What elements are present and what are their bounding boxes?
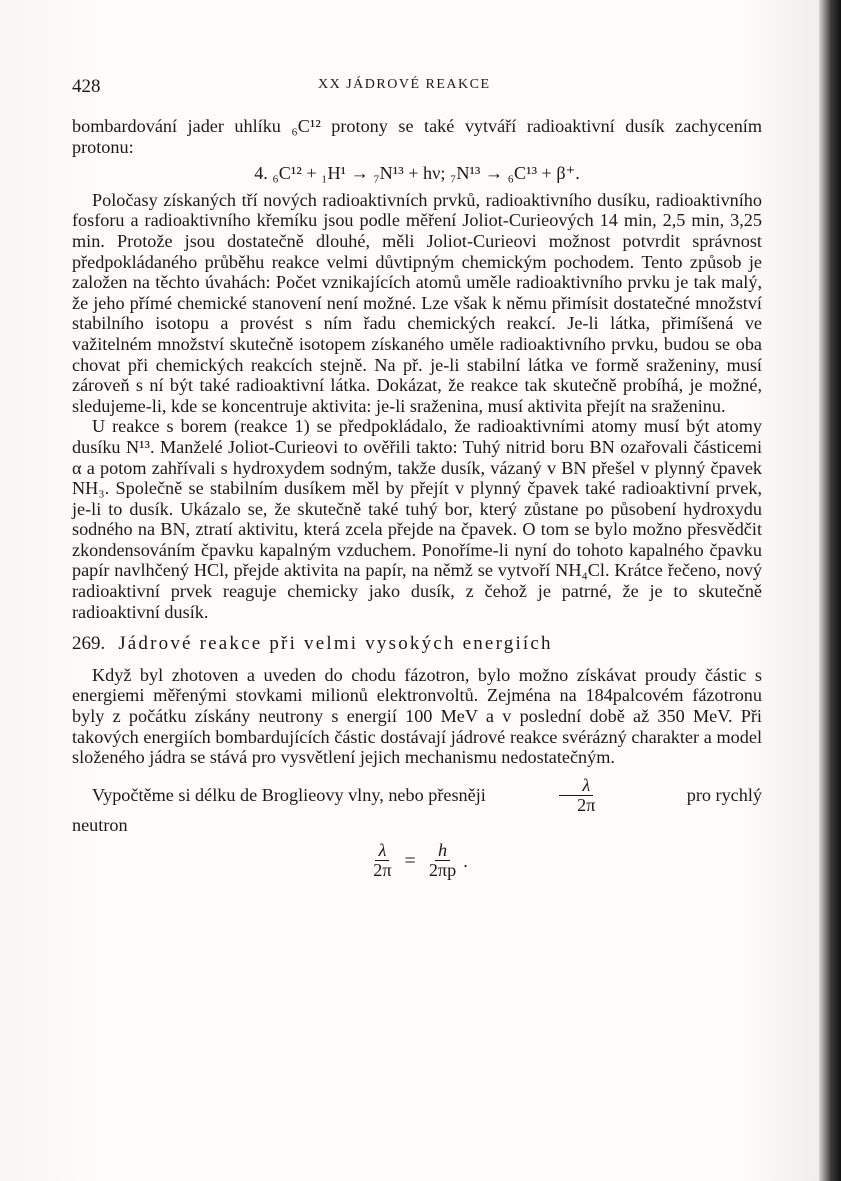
equation-4: 4. ₆C¹² + ₁H¹ → ₇N¹³ + hν; ₇N¹³ → ₆C¹³ + β⁺. (254, 163, 580, 184)
page-number: 428 (72, 76, 101, 97)
section-heading (72, 634, 762, 655)
fraction-numerator: λ (559, 776, 593, 796)
section-number: 269. (72, 633, 106, 655)
running-head: XX JÁDROVÉ REAKCE (318, 77, 491, 92)
fraction-denominator: 2π (577, 794, 596, 815)
paragraph-half-lives: Poločasy získaných tří nových radioaktivních prvků, radioaktivního dusíku, radioaktivního fosforu a radioaktivního křemíku jsou podle měření Joliot-Curieových 14 min, 2,5 min, 3,25 min. Protože jsou dostatečně dlouhé, měli Joliot-Curieovi možnost potvrdit správnost předpokládaného průběhu reakce velmi důvtipným chemickým pochodem. Tento způsob je založen na těchto úvahách: Počet vznikajících atomů uměle radioaktivního prvku je tak malý, že jeho přímé chemické stanovení není možné. Lze však k němu přimísit dostatečné množství stabilního isotopu a provést s ním řadu chemických reakcí. Je-li látka, přimíšená ve važitelném množství skutečně isotopem získaného uměle radioaktivního prvku, budou se oba chovat při chemických reakcích stejně. Na př. je-li stabilní látka ve formě sraženiny, musí zároveň s ní být také radioaktivní látka. Dokázat, že reakce tak skutečně probíhá, je možné, sledujeme-li, kde se koncentruje aktivita: je-li sraženina, musí aktivita přejít na sraženinu. (72, 189, 762, 416)
de-broglie-text: Vypočtěme si délku de Broglieovy vlny, nebo přesněji (92, 785, 486, 806)
formula-lhs-numerator: λ (375, 841, 389, 861)
paragraph-boron-reaction: U reakce s borem (reakce 1) se předpokládalo, že radioaktivními atomy musí být atomy dusíku N¹³. Manželé Joliot-Curieovi to ověřili takto: Tuhý nitrid boru BN ozařovali částicemi α a potom zahřívali s hydroxydem sodným, takže dusík, vázaný v BN přešel v plynný čpavek NH₃. Společně se stabilním dusíkem měl by přejít v plynný čpavek také radioaktivní prvek, je-li to dusík. Ukázalo se, že skutečně také tuhý bor, který zůstane po působení hydroxydu sodného na BN, ztratí aktivitu, která zcela přejde na čpavek. O tom se bylo možno přesvědčit zkondensováním čpavku kapalným vzduchem. Ponoříme-li nyní do tohoto kapalného čpavku papír navlhčený HCl, přejde aktivita na papír, na němž se vytvoří NH₄Cl. Krátce řečeno, nový radioaktivní prvek reaguje chemicky jako dusík, z čehož je patrné, že je to skutečně radioaktivní dusík. (72, 416, 762, 622)
paragraph-phasotron: Když byl zhotoven a uveden do chodu fázotron, bylo možno získávat proudy částic s energiemi měřenými stovkami milionů elektronvoltů. Zejména na 184palcovém fázotronu byly z počátku získány neutrony s energií 100 MeV a v poslední době až 350 MeV. Při takových energiích bombardujících částic dostávají jádrové reakce svérázný charakter a model složeného jádra se stává pro vysvětlení jejich mechanismu nedostatečným. (72, 664, 762, 768)
formula-equals: = (404, 849, 416, 872)
de-broglie-text-end: pro rychlý (686, 785, 762, 806)
neutron-word: neutron (72, 814, 128, 835)
page-header (72, 76, 752, 100)
inline-fraction-lambda-2pi (554, 776, 598, 815)
page-edge-shadow (819, 0, 841, 1181)
formula-lhs-denominator: 2π (373, 860, 392, 881)
body-text (72, 116, 762, 880)
paragraph-continuation: bombardování jader uhlíku ₆C¹² protony se také vytváří radioaktivní dusík zachycením protonu: (72, 116, 762, 157)
section-title: Jádrové reakce při velmi vysokých energiích (118, 633, 553, 655)
paragraph-de-broglie (72, 776, 762, 815)
formula-period: . (463, 850, 468, 871)
formula-rhs-denominator: 2πp (428, 860, 457, 881)
formula-rhs-numerator: h (435, 841, 450, 861)
formula-rhs-fraction (426, 841, 459, 880)
de-broglie-formula (72, 841, 762, 880)
formula-lhs-fraction (370, 841, 394, 880)
